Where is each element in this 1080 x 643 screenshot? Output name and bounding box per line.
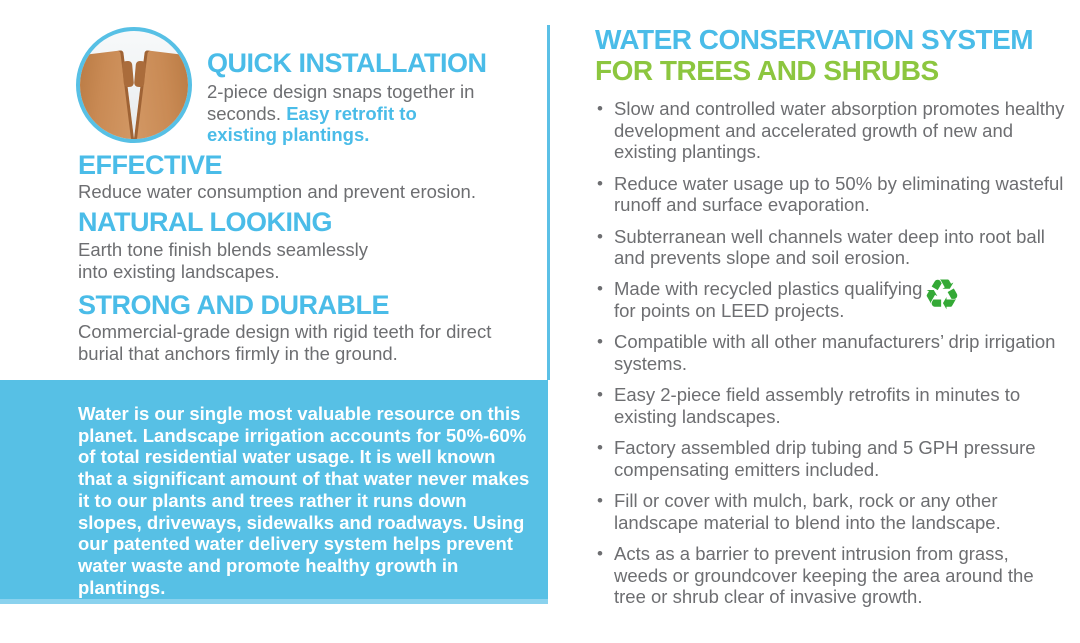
recycle-icon: ♻ (923, 270, 961, 319)
feature-desc-highlight: Easy retrofit to existing plantings. (207, 102, 417, 145)
snap-clasp-left (122, 61, 134, 88)
page-title-line1: WATER CONSERVATION SYSTEM (595, 24, 1034, 55)
feature-desc-quick-installation (207, 81, 475, 146)
column-divider (547, 25, 550, 380)
feature-title-quick-installation: QUICK INSTALLATION (207, 48, 487, 78)
feature-desc-strong-durable: Commercial-grade design with rigid teeth for direct burial that anchors firmly in the ground. (78, 321, 492, 364)
bullet-item: • Subterranean well channels water deep into root ball and prevents slope and soil erosion. (597, 226, 1065, 269)
bullet-item: • Acts as a barrier to prevent intrusion from grass, weeds or groundcover keeping the area around the tree or shrub clear of invasive growth. (597, 543, 1065, 608)
water-callout-text: Water is our single most valuable resource on this planet. Landscape irrigation accounts for 50%-60% of total residential water usage. It is well known that a significant amount of that water never makes it to our plants and trees rather it runs down slopes, driveways, sidewalks and roadways. Using our patented water delivery system helps prevent water waste and promote healthy growth in plantings. (78, 403, 530, 598)
product-photo (76, 27, 192, 143)
feature-title-strong-durable: STRONG AND DURABLE (78, 290, 389, 320)
bullet-item: • Fill or cover with mulch, bark, rock or any other landscape material to blend into the landscape. (597, 490, 1065, 533)
bullet-item: • Slow and controlled water absorption promotes healthy development and accelerated growth of new and existing plantings. (597, 98, 1065, 163)
bullet-item: • Made with recycled plastics qualifying for points on LEED projects. (597, 278, 944, 321)
feature-desc-effective: Reduce water consumption and prevent erosion. (78, 181, 476, 202)
bullet-item: • Compatible with all other manufacturers’ drip irrigation systems. (597, 331, 1065, 374)
feature-title-natural-looking: NATURAL LOOKING (78, 207, 332, 237)
feature-desc-plain: 2-piece design snaps together in seconds. (207, 81, 475, 124)
bullet-item: • Easy 2-piece field assembly retrofits in minutes to existing landscapes. (597, 384, 1065, 427)
bullet-item: • Factory assembled drip tubing and 5 GPH pressure compensating emitters included. (597, 437, 1065, 480)
water-callout-box (0, 380, 548, 604)
feature-desc-natural-looking: Earth tone finish blends seamlessly into existing landscapes. (78, 239, 368, 282)
page-title (595, 24, 1033, 86)
bullet-item: • Reduce water usage up to 50% by eliminating wasteful runoff and surface evaporation. (597, 173, 1065, 216)
feature-title-effective: EFFECTIVE (78, 150, 223, 180)
benefits-list (597, 98, 1065, 618)
page-title-line2: FOR TREES AND SHRUBS (595, 55, 939, 86)
